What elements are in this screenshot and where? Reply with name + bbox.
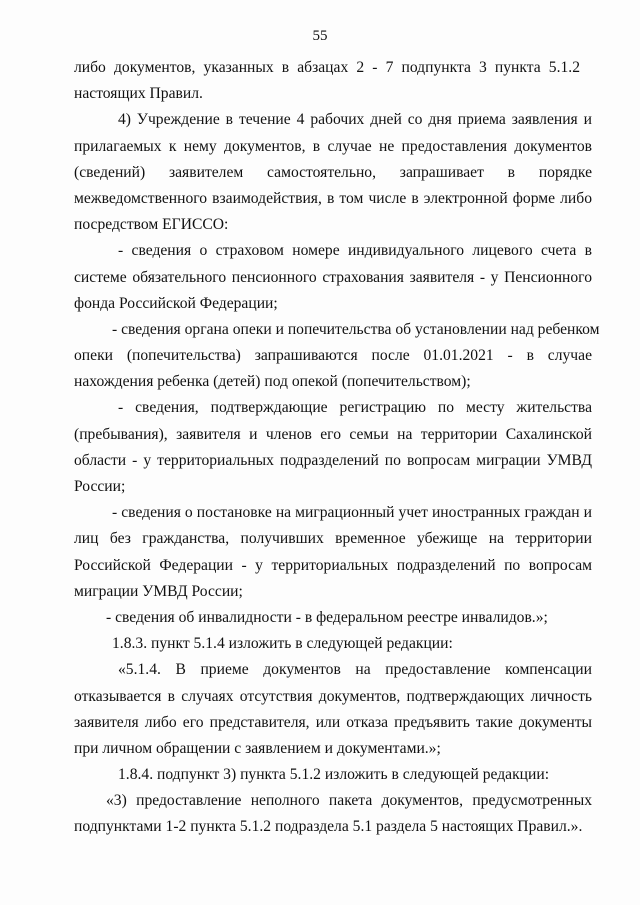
text-line: лиц без гражданства, получивших временное убежище на территории: [74, 530, 592, 548]
quoted-paragraph-first-line: «5.1.4. В приеме документов на предоставление компенсации: [118, 661, 592, 679]
list-item-first-line: - сведения органа опеки и попечительства об установлении над ребенком: [112, 320, 600, 338]
list-item-first-line: - сведения о постановке на миграционный учет иностранных граждан и: [112, 504, 592, 522]
text-line: области - у территориальных подразделений по вопросам миграции УМВД: [74, 451, 592, 469]
text-line: либо документов, указанных в абзацах 2 - 7 подпункта 3 пункта 5.1.2: [74, 59, 580, 76]
paragraph-first-line: 4) Учреждение в течение 4 рабочих дней со дня приема заявления и: [118, 111, 592, 129]
list-item-first-line: - сведения, подтверждающие регистрацию по месту жительства: [118, 399, 592, 417]
amendment-line: 1.8.3. пункт 5.1.4 изложить в следующей редакции:: [112, 635, 453, 653]
text-line: настоящих Правил.: [74, 85, 203, 103]
text-line: (сведений) заявителем самостоятельно, запрашивает в порядке: [74, 163, 592, 181]
text-line: нахождения ребенка (детей) под опекой (попечительством);: [74, 373, 471, 391]
text-line: подпунктами 1-2 пункта 5.1.2 подраздела 5.1 раздела 5 настоящих Правил.».: [74, 818, 583, 836]
text-line: отказывается в случаях отсутствия документов, подтверждающих личность: [74, 687, 592, 705]
text-line: системе обязательного пенсионного страхования заявителя - у Пенсионного: [74, 268, 592, 286]
text-line: фонда Российской Федерации;: [74, 294, 278, 312]
text-line: межведомственного взаимодействия, в том числе в электронной форме либо: [74, 189, 592, 207]
list-item-first-line: - сведения об инвалидности - в федеральном реестре инвалидов.»;: [106, 608, 548, 626]
text-line: России;: [74, 478, 126, 495]
text-line: посредством ЕГИССО:: [74, 216, 229, 234]
text-line: опеки (попечительства) запрашиваются после 01.01.2021 - в случае: [74, 347, 592, 365]
quoted-paragraph-first-line: «3) предоставление неполного пакета документов, предусмотренных: [106, 792, 592, 810]
amendment-line: 1.8.4. подпункт 3) пункта 5.1.2 изложить в следующей редакции:: [118, 766, 550, 784]
document-body: [74, 55, 600, 841]
text-line: заявителя либо его представителя, или отказа предъявить такие документы: [74, 713, 592, 731]
page-number: 55: [312, 28, 328, 44]
list-item-first-line: - сведения о страховом номере индивидуального лицевого счета в: [118, 242, 592, 260]
text-line: при личном обращении с заявлением и документами.»;: [74, 739, 441, 757]
text-line: миграции УМВД России;: [74, 582, 243, 600]
text-line: Российской Федерации - у территориальных подразделений по вопросам: [74, 556, 592, 574]
text-line: прилагаемых к нему документов, в случае не предоставления документов: [74, 137, 592, 155]
text-line: (пребывания), заявителя и членов его семьи на территории Сахалинской: [74, 425, 592, 443]
